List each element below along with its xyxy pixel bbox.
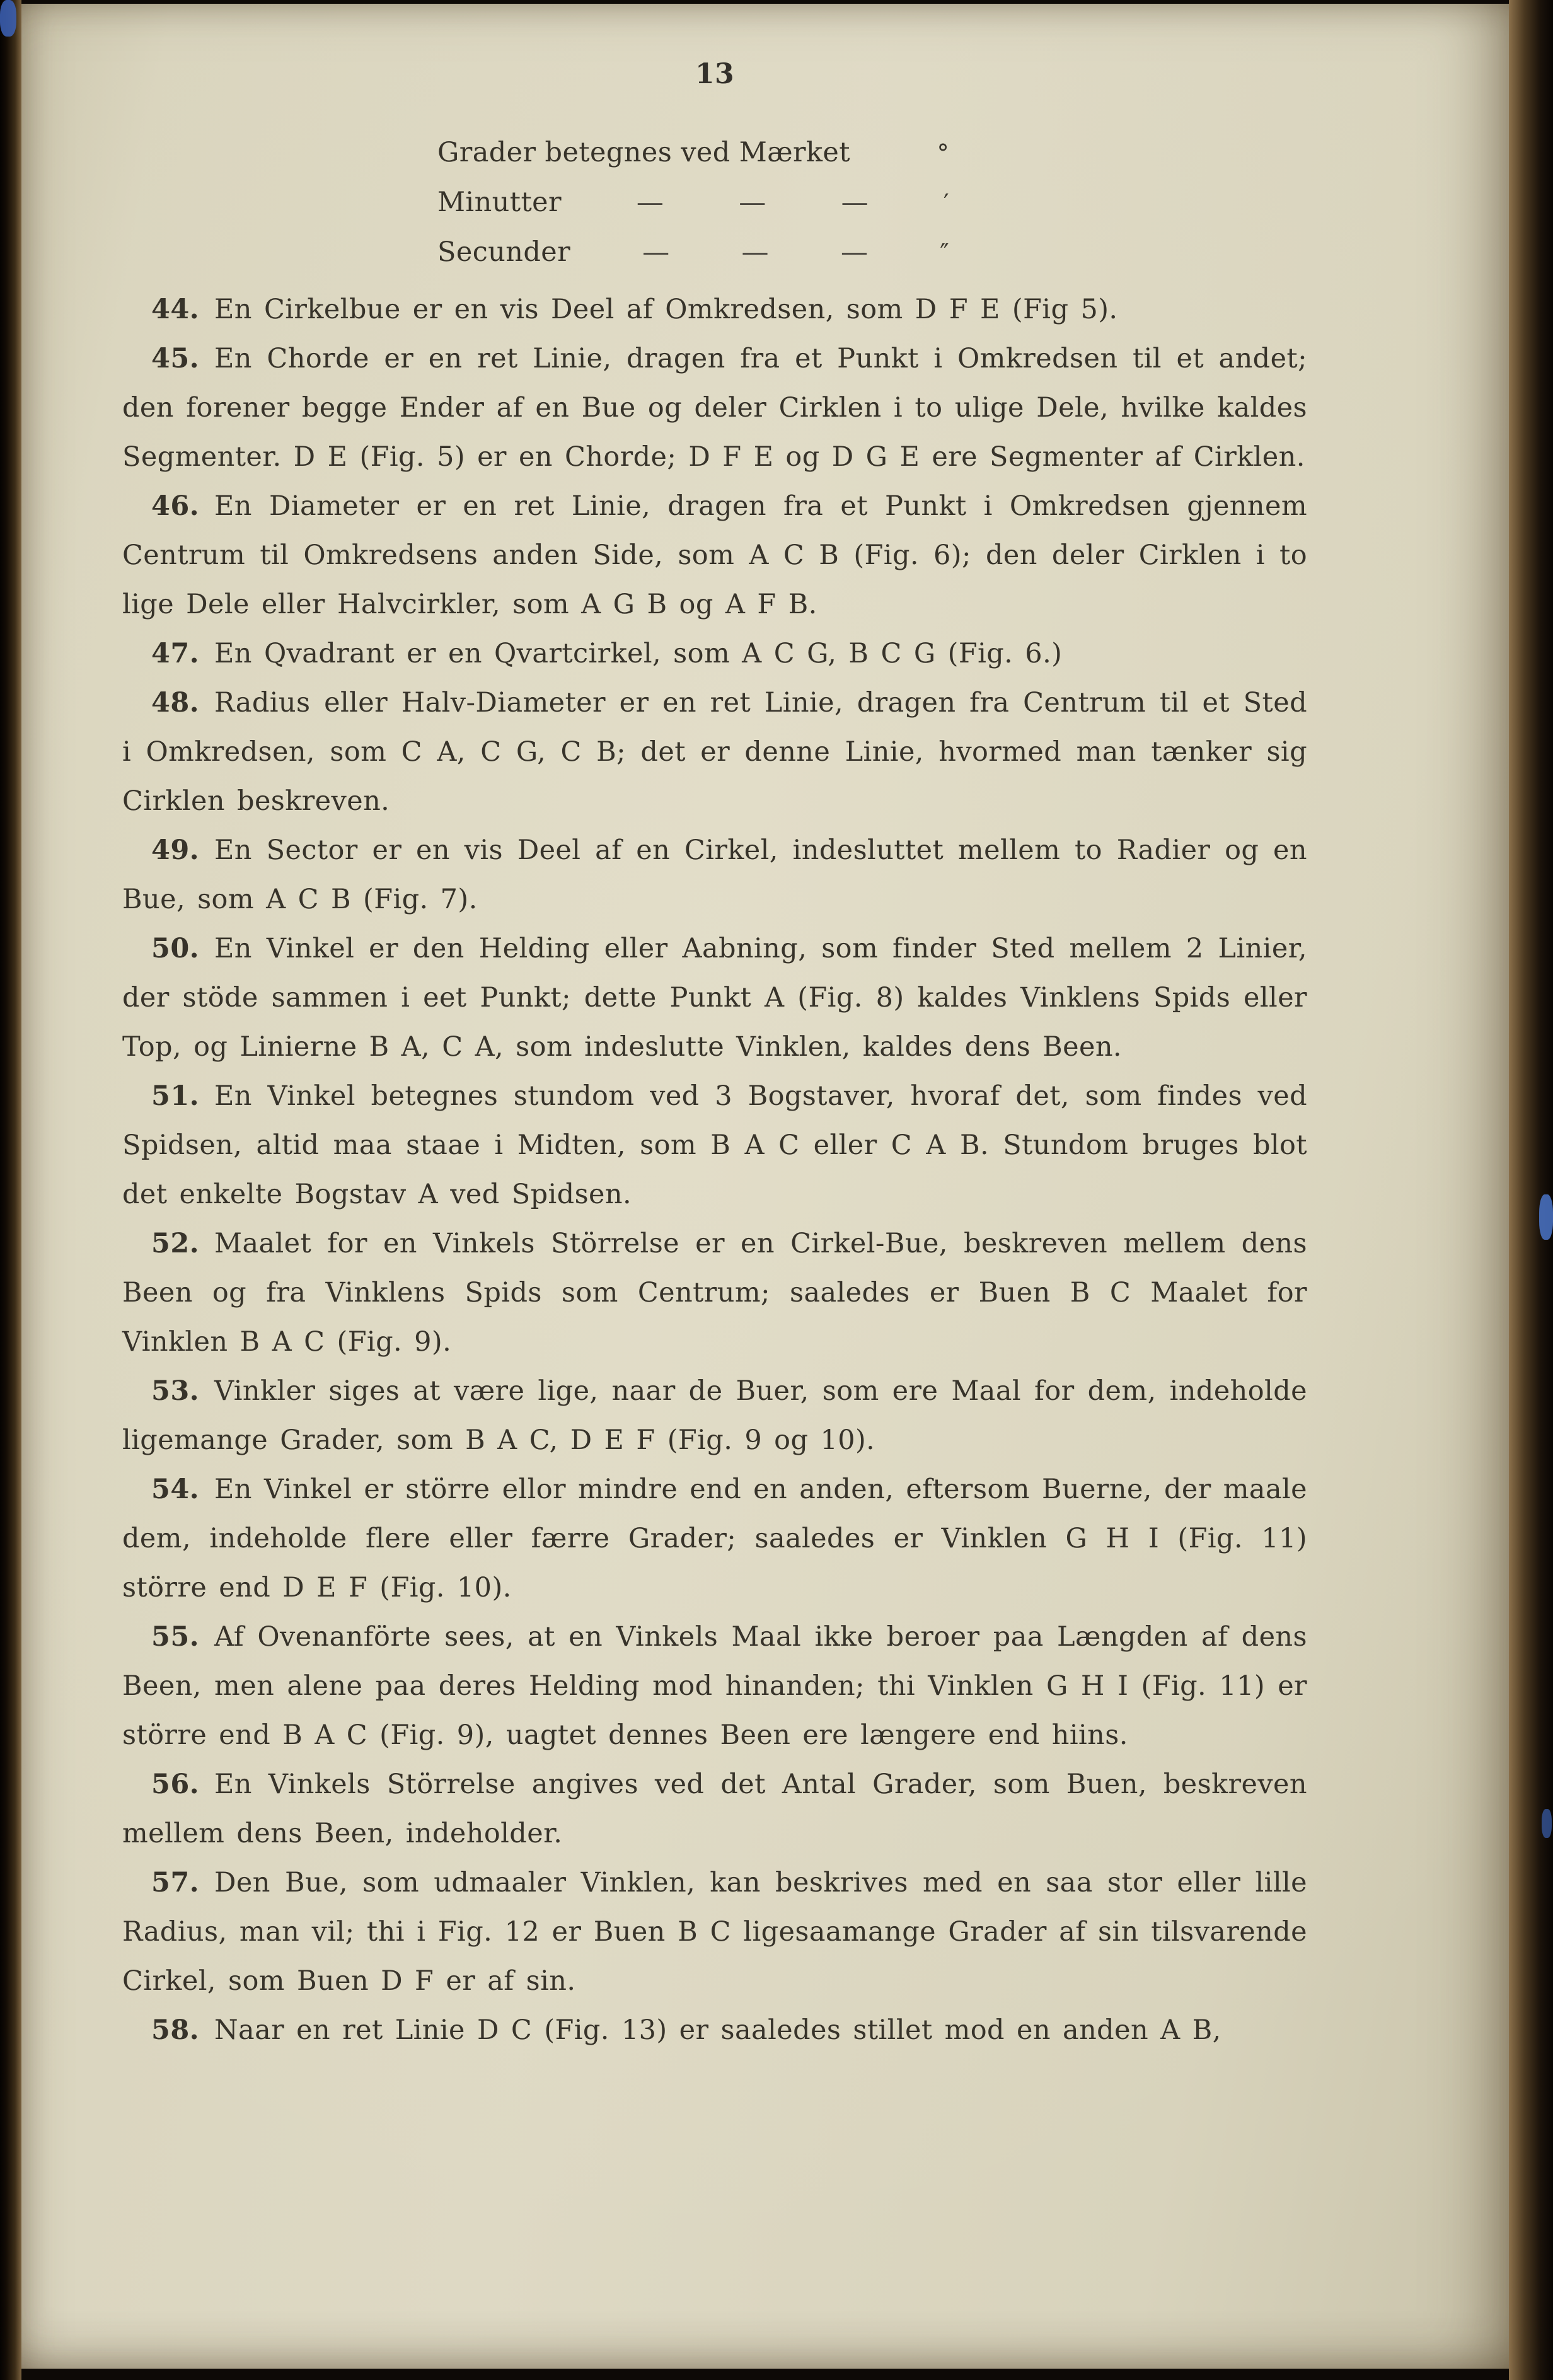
notation-row-grader [437,128,949,178]
body-text [122,285,1307,2055]
blue-ink-mark-right [1539,1194,1553,1240]
paragraph-text: En Vinkel er större ellor mindre end en anden, eftersom Buerne, der maale dem, indeholde flere eller færre Grader; saaledes er Vinklen G H I (Fig. 11) större end D E F (Fig. 10). [122,1474,1307,1603]
notation-term: Grader betegnes ved Mærket [437,137,850,168]
paragraph-58 [122,2006,1307,2055]
notation-row-secunder [437,228,949,277]
paragraph-52 [122,1219,1307,1366]
second-symbol: ″ [940,239,949,267]
notation-block [437,128,949,277]
paragraph-text: En Cirkelbue er en vis Deel af Omkredsen, som D F E (Fig 5). [214,294,1118,325]
paragraph-text: Maalet for en Vinkels Störrelse er en Cirkel-Bue, beskreven mellem dens Been og fra Vinklens Spids som Centrum; saaledes er Buen B C Maalet for Vinklen B A C (Fig. 9). [122,1228,1307,1358]
notation-dash: — [739,187,766,218]
blue-ink-mark-top-left [0,0,16,37]
paragraph-number: 55. [151,1621,200,1653]
paragraph-number: 48. [151,687,200,719]
notation-row-minutter [437,178,949,228]
paragraph-51 [122,1072,1307,1219]
paragraph-50 [122,924,1307,1072]
paragraph-number: 52. [151,1228,200,1259]
paragraph-57 [122,1858,1307,2006]
paragraph-number: 57. [151,1867,200,1898]
paragraph-number: 51. [151,1080,200,1112]
paragraph-number: 49. [151,835,200,866]
paragraph-text: Naar en ret Linie D C (Fig. 13) er saaledes stillet mod en anden A B, [214,2014,1221,2046]
paragraph-number: 45. [151,343,200,374]
paragraph-text: En Qvadrant er en Qvartcirkel, som A C G, B C G (Fig. 6.) [214,638,1063,669]
paragraph-number: 44. [151,294,200,325]
paragraph-46 [122,482,1307,629]
paragraph-number: 56. [151,1769,200,1800]
paragraph-48 [122,678,1307,826]
paragraph-text: Radius eller Halv-Diameter er en ret Linie, dragen fra Centrum til et Sted i Omkredsen, som C A, C G, C B; det er denne Linie, hvormed man tænker sig Cirklen beskreven. [122,687,1307,817]
paragraph-45 [122,334,1307,482]
notation-term: Minutter [437,187,562,218]
notation-term: Secunder [437,236,571,268]
paragraph-44 [122,285,1307,334]
paragraph-text: En Diameter er en ret Linie, dragen fra et Punkt i Omkredsen gjennem Centrum til Omkredsens anden Side, som A C B (Fig. 6); den deler Cirklen i to lige Dele eller Halvcirkler, som A G B og A F B. [122,490,1307,620]
paragraph-47 [122,629,1307,678]
paragraph-number: 46. [151,490,200,522]
paragraph-text: Af Ovenanförte sees, at en Vinkels Maal ikke beroer paa Længden af dens Been, men alene paa deres Helding mod hinanden; thi Vinklen G H I (Fig. 11) er större end B A C (Fig. 9), uagtet dennes Been ere længere end hiins. [122,1621,1307,1751]
notation-dash: — [741,236,769,268]
paragraph-54 [122,1465,1307,1612]
degree-symbol: ° [937,139,949,167]
page-content [122,55,1307,2055]
paragraph-text: Vinkler siges at være lige, naar de Buer, som ere Maal for dem, indeholde ligemange Grader, som B A C, D E F (Fig. 9 og 10). [122,1375,1307,1456]
notation-dash: — [636,187,664,218]
notation-dash: — [841,187,869,218]
notation-dash: — [840,236,869,268]
paragraph-number: 54. [151,1474,200,1505]
paragraph-text: En Vinkel betegnes stundom ved 3 Bogstaver, hvoraf det, som findes ved Spidsen, altid maa staae i Midten, som B A C eller C A B. Stundom bruges blot det enkelte Bogstav A ved Spidsen. [122,1080,1307,1210]
paragraph-number: 47. [151,638,200,669]
book-binding-left [0,0,21,2380]
blue-ink-mark-right-lower [1542,1809,1552,1838]
paragraph-text: Den Bue, som udmaaler Vinklen, kan beskrives med en saa stor eller lille Radius, man vil; thi i Fig. 12 er Buen B C ligesaamange Grader af sin tilsvarende Cirkel, som Buen D F er af sin. [122,1867,1307,1997]
paragraph-49 [122,826,1307,924]
page-number: 13 [695,58,735,90]
paragraph-number: 50. [151,933,200,964]
paragraph-text: En Vinkels Störrelse angives ved det Antal Grader, som Buen, beskreven mellem dens Been, indeholder. [122,1769,1307,1849]
paragraph-56 [122,1760,1307,1858]
paragraph-text: En Sector er en vis Deel af en Cirkel, indesluttet mellem to Radier og en Bue, som A C B (Fig. 7). [122,835,1307,915]
paper-page [21,4,1509,2369]
minute-symbol: ′ [943,189,949,217]
notation-dash: — [642,236,670,268]
paragraph-53 [122,1366,1307,1465]
paragraph-number: 53. [151,1375,200,1407]
paragraph-text: En Chorde er en ret Linie, dragen fra et Punkt i Omkredsen til et andet; den forener begge Ender af en Bue og deler Cirklen i to ulige Dele, hvilke kaldes Segmenter. D E (Fig. 5) er en Chorde; D F E og D G E ere Segmenter af Cirklen. [122,343,1307,473]
page-stack-edge-right [1509,0,1553,2380]
paragraph-55 [122,1612,1307,1760]
paragraph-text: En Vinkel er den Helding eller Aabning, som finder Sted mellem 2 Linier, der stöde sammen i eet Punkt; dette Punkt A (Fig. 8) kaldes Vinklens Spids eller Top, og Linierne B A, C A, som indeslutte Vinklen, kaldes dens Been. [122,933,1307,1063]
paragraph-number: 58. [151,2014,200,2046]
